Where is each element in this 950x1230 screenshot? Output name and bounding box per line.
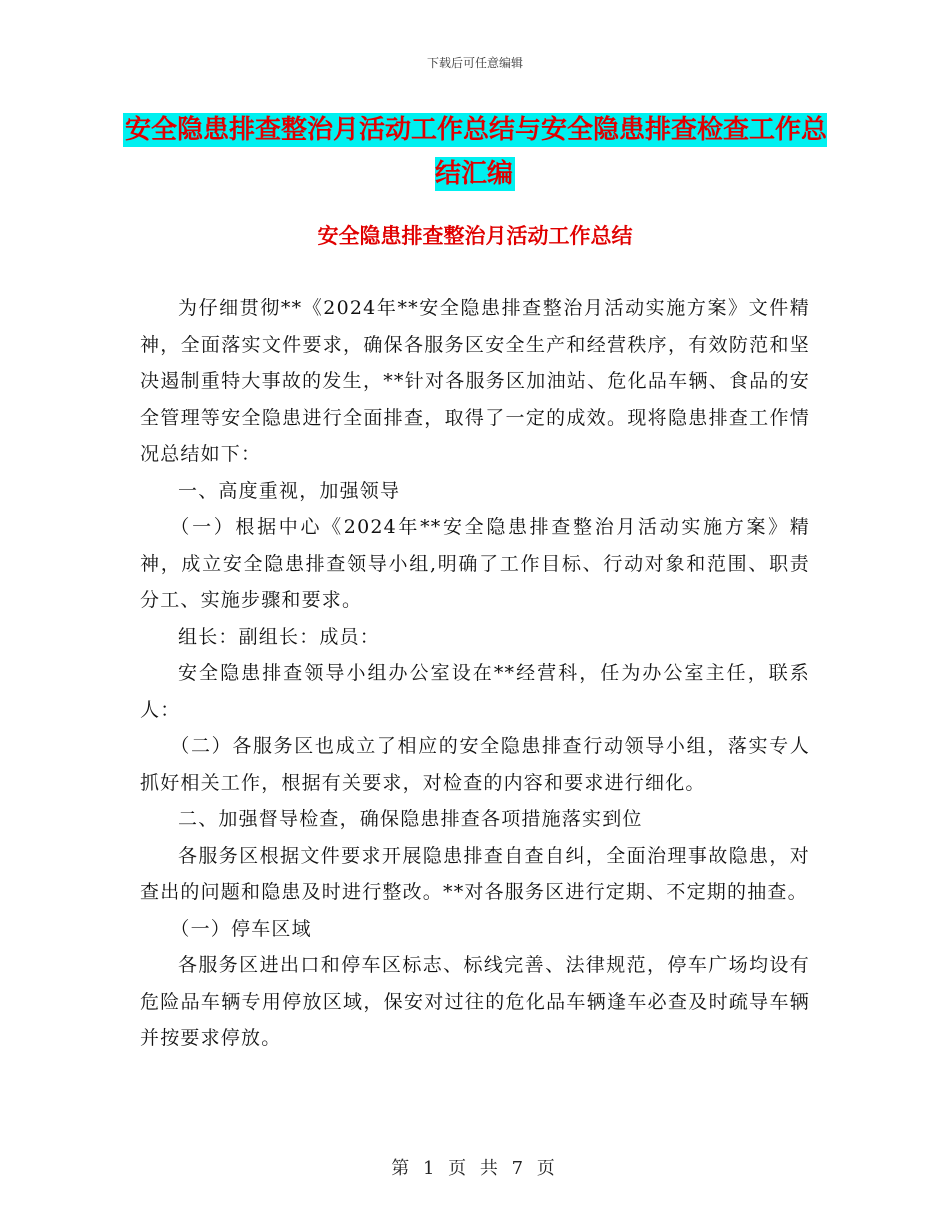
- paragraph-parking: 各服务区进出口和停车区标志、标线完善、法律规范，停车广场均设有危险品车辆专用停放区域，保安对过往的危化品车辆逢车必查及时疏导车辆并按要求停放。: [140, 954, 810, 1049]
- header-note: 下载后可任意编辑: [426, 56, 523, 70]
- heading-2-1: （一）停车区域: [170, 917, 312, 940]
- section-title: 安全隐患排查整治月活动工作总结: [317, 224, 633, 248]
- document-title: [120, 108, 830, 196]
- document-title-text: 安全隐患排查整治月活动工作总结与安全隐患排查检查工作总结汇编: [124, 115, 827, 189]
- heading-1: 一、高度重视，加强领导: [178, 479, 401, 502]
- paragraph-intro: 为仔细贯彻**《2024年**安全隐患排查整治月活动实施方案》文件精神，全面落实文件要求，确保各服务区安全生产和经营秩序，有效防范和坚决遏制重特大事故的发生，**针对各服务区加油站、危化品车辆、食品的安全管理等安全隐患进行全面排查，取得了一定的成效。现将隐患排查工作情况总结如下：: [140, 297, 810, 465]
- paragraph-1-1: （一）根据中心《2024年**安全隐患排查整治月活动实施方案》精神，成立安全隐患排查领导小组,明确了工作目标、行动对象和范围、职责分工、实施步骤和要求。: [140, 516, 810, 611]
- paragraph-inspection: 各服务区根据文件要求开展隐患排查自查自纠，全面治理事故隐患，对查出的问题和隐患及时进行整改。**对各服务区进行定期、不定期的抽查。: [140, 844, 810, 903]
- paragraph-members: 组长：副组长：成员：: [178, 625, 381, 648]
- body-text: [140, 290, 810, 1057]
- page-footer: 第 1 页 共 7 页: [391, 1158, 559, 1179]
- paragraph-office: 安全隐患排查领导小组办公室设在**经营科，任为办公室主任，联系人：: [140, 662, 810, 721]
- heading-2: 二、加强督导检查，确保隐患排查各项措施落实到位: [178, 808, 643, 830]
- paragraph-1-2: （二）各服务区也成立了相应的安全隐患排查行动领导小组，落实专人抓好相关工作，根据有关要求，对检查的内容和要求进行细化。: [140, 735, 810, 794]
